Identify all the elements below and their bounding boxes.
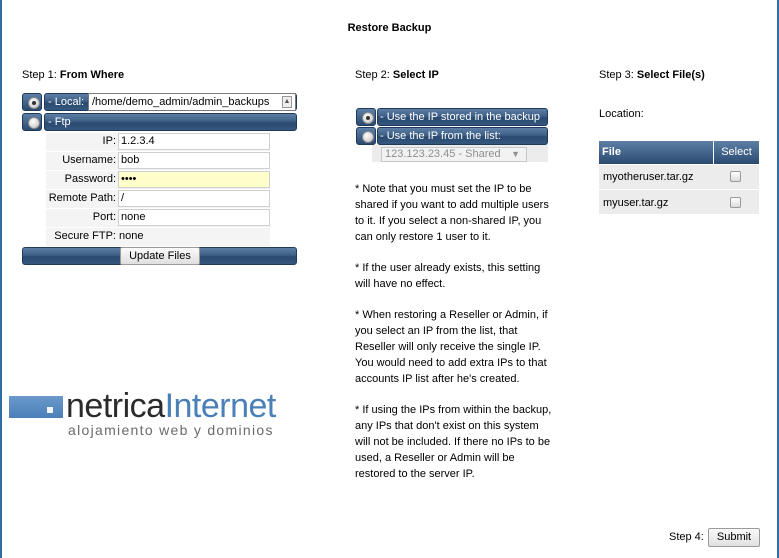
logo-bar-icon	[9, 396, 63, 418]
ip-list-label: - Use the IP from the list:	[380, 130, 501, 142]
ip-notes	[355, 181, 555, 497]
path-picker-icon[interactable]: ▲	[282, 96, 292, 108]
local-path-input[interactable]	[88, 93, 296, 111]
note: * If the user already exists, this setting will have no effect.	[355, 262, 541, 290]
update-files-button[interactable]: Update Files	[120, 247, 200, 265]
ip-list-radio[interactable]	[362, 131, 374, 143]
step2-prefix: Step 2:	[355, 69, 393, 81]
local-label: - Local:	[48, 96, 85, 108]
file-name: myuser.tar.gz	[603, 197, 669, 209]
logo	[9, 387, 344, 441]
remote-path-label: Remote Path:	[48, 192, 116, 204]
logo-text	[66, 387, 276, 426]
ftp-label: - Ftp	[48, 116, 71, 128]
step1-prefix: Step 1:	[22, 69, 60, 81]
ip-list-radio-box[interactable]	[356, 127, 376, 145]
remote-path-field[interactable]: /	[118, 190, 270, 207]
password-label: Password:	[64, 173, 116, 185]
port-label: Port:	[92, 211, 116, 223]
file-select-checkbox[interactable]	[730, 197, 741, 208]
ip-stored-radio-box[interactable]	[356, 108, 376, 126]
ip-stored-label: - Use the IP stored in the backup	[380, 111, 540, 123]
step3-title: Select File(s)	[636, 69, 705, 81]
select-column-header: Select	[714, 141, 759, 164]
username-field[interactable]: bob	[118, 152, 270, 169]
step2-title: Select IP	[392, 69, 439, 81]
local-radio-box[interactable]	[22, 93, 42, 111]
logo-dot-icon	[47, 407, 53, 413]
logo-word1: netrica	[66, 387, 165, 425]
note: * When restoring a Reseller or Admin, if you select an IP from the list, that Reseller will only receive the single IP. You would need to add extra IPs to that accounts IP list after he's created.	[355, 309, 548, 385]
location-label: Location:	[599, 108, 644, 120]
ip-field[interactable]: 1.2.3.4	[118, 133, 270, 150]
username-label: Username:	[62, 154, 116, 166]
step3-prefix: Step 3:	[599, 69, 637, 81]
step4-label: Step 4:	[669, 531, 704, 543]
logo-word2: Internet	[164, 387, 276, 425]
ftp-radio-box[interactable]	[22, 113, 42, 131]
secure-ftp-label: Secure FTP:	[54, 230, 116, 242]
note: * Note that you must set the IP to be shared if you want to add multiple users to it. If you select a non-shared IP, you can only restore 1 user to it.	[355, 183, 549, 243]
ip-stored-radio[interactable]	[362, 112, 374, 124]
ip-select[interactable]	[381, 147, 527, 162]
chevron-down-icon: ▼	[511, 149, 520, 159]
note: * If using the IPs from within the backup, any IPs that don't exist on this system will not be included. If there no IPs to be used, a Reseller or Admin will be restored to the server IP.	[355, 404, 552, 480]
step1-title: From Where	[59, 69, 125, 81]
file-select-checkbox[interactable]	[730, 171, 741, 182]
secure-ftp-value[interactable]: none	[119, 230, 144, 242]
step3-header	[599, 69, 705, 81]
password-field[interactable]: ••••	[118, 171, 270, 188]
ip-list-bar	[377, 127, 548, 145]
ip-select-value: 123.123.23.45 - Shared	[385, 148, 501, 160]
ip-stored-bar	[377, 108, 548, 126]
file-name: myotheruser.tar.gz	[603, 171, 694, 183]
step2-header	[355, 69, 439, 81]
local-radio[interactable]	[28, 97, 40, 109]
ftp-bar	[44, 113, 297, 131]
port-field[interactable]: none	[118, 209, 270, 226]
left-border	[0, 0, 2, 558]
ip-label: IP:	[102, 135, 116, 147]
logo-tagline: alojamiento web y dominios	[68, 422, 274, 438]
ftp-radio[interactable]	[28, 117, 40, 129]
file-column-header: File	[599, 141, 713, 164]
local-path-value: /home/demo_admin/admin_backups	[92, 96, 270, 108]
step1-header	[22, 69, 124, 81]
submit-button[interactable]: Submit	[708, 528, 760, 547]
page-title: Restore Backup	[347, 22, 432, 34]
